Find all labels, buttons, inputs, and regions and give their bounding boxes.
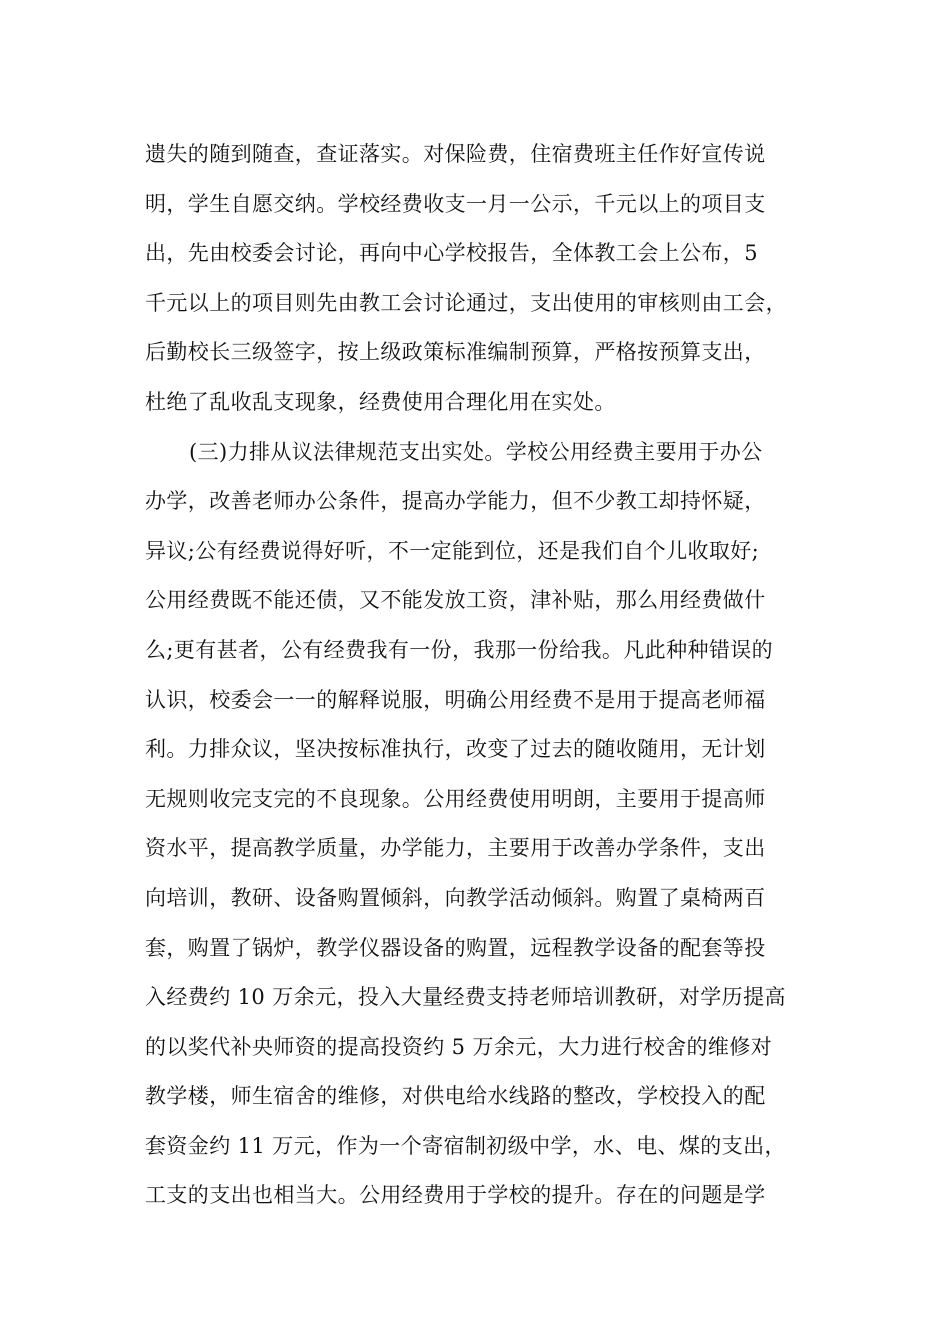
text-line: 出，先由校委会讨论，再向中心学校报告，全体教工会上公布，5	[145, 241, 758, 266]
text-line: 遗失的随到随查，查证落实。对保险费，住宿费班主任作好宣传说	[145, 142, 766, 166]
text-line: 千元以上的项目则先由教工会讨论通过，支出使用的审核则由工会，	[145, 290, 787, 315]
text-line: 的以奖代补央师资的提高投资约 5 万余元，大力进行校舍的维修对	[145, 1034, 773, 1059]
body-text	[145, 130, 825, 1221]
text-line: 入经费约 10 万余元，投入大量经费支持老师培训教研，对学历提高	[145, 985, 786, 1010]
text-line: 无规则收完支完的不良现象。公用经费使用明朗，主要用于提高师	[145, 786, 766, 811]
text-line: (三)力排从议法律规范支出实处。学校公用经费主要用于办公	[189, 439, 763, 464]
text-line: 么;更有甚者，公有经费我有一份，我那一份给我。凡此种种错误的	[145, 637, 774, 662]
text-line: 办学，改善老师办公条件，提高办学能力，但不少教工却持怀疑，	[145, 489, 766, 514]
text-line: 后勤校长三级签字，按上级政策标准编制预算，严格按预算支出，	[145, 340, 766, 365]
paragraph-1	[145, 130, 825, 428]
text-line: 明，学生自愿交纳。学校经费收支一月一公示，千元以上的项目支	[145, 191, 766, 216]
text-line: 杜绝了乱收乱支现象，经费使用合理化用在实处。	[145, 389, 616, 414]
text-line: 向培训，教研、设备购置倾斜，向教学活动倾斜。购置了桌椅两百	[145, 885, 766, 910]
text-line: 工支的支出也相当大。公用经费用于学校的提升。存在的问题是学	[145, 1183, 766, 1208]
text-line: 异议;公有经费说得好听，不一定能到位，还是我们自个儿收取好;	[145, 538, 760, 563]
text-line: 教学楼，师生宿舍的维修，对供电给水线路的整改，学校投入的配	[145, 1084, 766, 1109]
text-line: 公用经费既不能还债，又不能发放工资，津补贴，那么用经费做什	[145, 588, 766, 613]
text-line: 利。力排众议，坚决按标准执行，改变了过去的随收随用，无计划	[145, 737, 766, 762]
text-line: 套资金约 11 万元，作为一个寄宿制初级中学，水、电、煤的支出，	[145, 1133, 786, 1158]
text-line: 资水平，提高教学质量，办学能力，主要用于改善办学条件，支出	[145, 836, 766, 861]
paragraph-2	[145, 428, 825, 1222]
text-line: 认识，校委会一一的解释说服，明确公用经费不是用于提高老师福	[145, 687, 766, 712]
text-line: 套，购置了锅炉，教学仪器设备的购置，远程教学设备的配套等投	[145, 935, 766, 960]
